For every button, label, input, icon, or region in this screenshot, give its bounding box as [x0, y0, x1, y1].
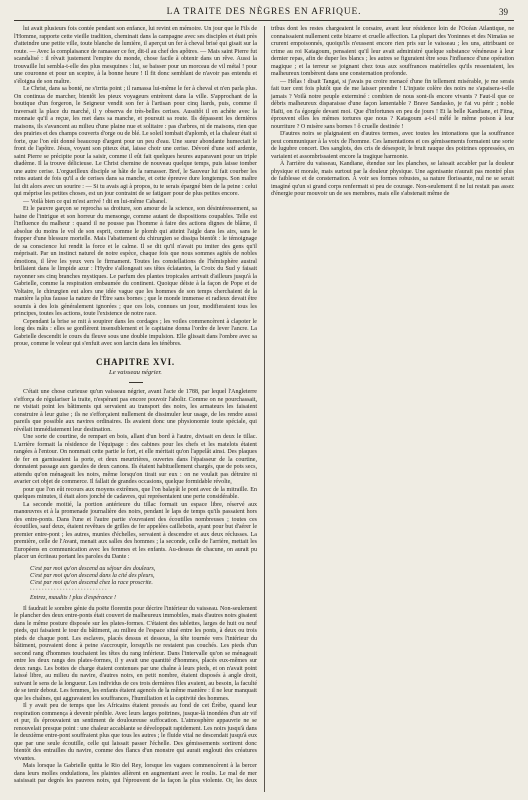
left-paragraph-5: Cependant la brise se mit à soupirer dans les cordages ; les voiles commencèrent à clapoter le long des mâts : elles se gonflèrent insensiblement et le capitaine donna l'ordre de lever l'ancre. La Gabrielle descendit le cours du fleuve sous une double impulsion. Elle glissait dans l'ombre avec sa proue, comme le voleur qui s'enfuit avec son larcin dans les ténèbres. — [14, 318, 257, 347]
right-paragraph-3: Il faudrait le sombre génie du poëte florentin pour décrire l'intérieur du vaisseau. Non-seulement le plancher des deux entre-ponts était couvert de malheureux immobiles, mais d'autres noirs gisaient dans le même posture disposée sur les plates-formes. C'étaient des tablettes, larges de huit ou neuf pieds, qui faisaient le tour du bâtiment, au milieu de l'espace situé entre les ponts, à deux ou trois pieds de chaque pont. Les esclaves, placés dessus et dessous, la tête tournée vers l'intérieur du bâtiment, pouvaient donc à peine s'accroupir, lorsqu'ils ne restaient pas couchés. Les pieds d'un second rang d'hommes touchaient les têtes du rang inférieur. Dans l'intervalle qu'on se ménageait entre les deux rangs des plates-formes, il y avait une quantité d'hommes, placés eux-mêmes sur deux rangs. Les bottes de charge étaient contenues par une chaîne à leurs pieds, et on n'avait point laissé libre, au milieu du navire, d'autres noirs, en petit nombre, étaient disposés à angle droit, suivant le sens de la longueur. Les individus de ces trois dernières files avaient, au besoin, la faculté de se tenir debout. Les femmes, les enfants étaient agencés de la même manière : il ne leur manquait que les chaînes, qui aggravaient les souffrances, l'humiliation et la captivité des hommes. — [14, 605, 257, 702]
right-paragraph-8: À l'arrière du vaisseau, Kandiane, étendue sur les planches, se laissait accabler par la douleur physique et morale, mais surtout par la douleur physique. Une agonisante n'aurait pas montré plus de faiblesse et de consternation. À voir ses formes robustes, sa nature florissante, nul ne se serait imaginé qu'un si grand corps renfermait si peu de courage. Non-seulement il ne lui restait pas assez d'énergie pour mouvoir un de ses membres, mais elle s'abstenait même de — [271, 161, 514, 197]
left-paragraph-7: Une sorte de courtine, de rempart en bois, allant d'un bord à l'autre, divisait en deux le tillac. L'arrière formait la résidence de l'équipage : des cabines pour les chefs et les matelots étaient rangées à l'entour. On nommait cette partie le fort, et elle méritait qu'on l'appelât ainsi. Des plaques de fer en garnissaient la porte, et deux meurtrières, ouvertes dans l'épaisseur de la courtine, donnaient passage aux gueules de deux canons. Ils étaient habituellement chargés, que de pots secs, attendu qu'on ménageait les noirs, même lorsqu'on tirait sur eux : on ne voulait pas détruire ni avarier cet objet de commerce. Il fallait de grandes occasions, quelque formidable révolte, — [14, 434, 257, 485]
running-title: LA TRAITE DES NÈGRES EN AFRIQUE. — [166, 7, 362, 17]
chapter-divider — [129, 382, 143, 383]
right-paragraph-1: pour que l'on eût recours aux moyens extrêmes, que l'on balayât le pont avec de la mitraille. En quelques minutes, il était alors jonché de cadavres, qui représentaient une perte considérable. — [14, 486, 257, 500]
verse-ellipsis: · · · · · · · · · · · · · · · · · · · · · · · · · · — [30, 587, 107, 594]
verse-line: Entrez, maudits ! plus d'espérance ! — [30, 594, 117, 601]
verse-line: C'est par moi qu'on descend dans la cité des pleurs, — [30, 572, 155, 579]
running-header — [14, 4, 514, 21]
right-paragraph-2: La seconde moitié, la portion antérieure du tillac formait un espace libre, réservé aux manœuvres et à la promenade journalière des noirs, pendant le laps de temps qu'ils passaient hors des entre-ponts. Dans l'une et l'autre partie s'ouvraient des écoutilles nombreuses ; toutes ces écoutilles, sauf deux, étaient revêtues de grilles de fer appelées caillebotis, ayant pour but d'aérer le premier entre-pont ; les autres, munies d'échelles, servaient à descendre et aux deux réclusses. La première, celle de l'Avant, menait aux salles des hommes ; la seconde, celle de l'arrière, mettait les Européens en communication avec les femmes et les enfants. Au-dessus de chacune, on aurait pu placer un écriteau portant les paroles du Dante : — [14, 501, 257, 560]
right-paragraph-4: Il y avait peu de temps que les Africains étaient pressés au fond de cet Érèbe, quand leur respiration commença à devenir pénible. Avec leurs larges poitrines, jusque-là inondées d'un air vif et pur, ils éprouvaient un sentiment de douloureuse suffocation. L'atmosphère appauvrie ne se renouvelait presque point : une chaleur accablante se développait rapidement. Les noirs jusqu'à dans le deuxième entre-pont souffraient plus que tous les autres ; le fluide vital ne descendait jusqu'à eux que par une seule écoutille, celle qui laissait passer l'échelle. Des gémissements sortirent donc bientôt des entrailles du navire, comme des flancs d'un monstre qui aurait englouti des créatures vivantes. — [14, 703, 257, 762]
verse-line: C'est par moi qu'on descend au séjour des douleurs, — [30, 565, 156, 572]
chapter-subtitle: Le vaisseau négrier. — [109, 368, 162, 376]
left-paragraph-6: C'était une chose curieuse qu'un vaisseau négrier, avant l'acte de 1788, par lequel l'Angleterre s'efforça de régulariser la traite, n'espérant pas encore pouvoir l'abolir. Comme on ne pourchassait, ne visitait point les bâtiments qui servaient au transport des noirs, les armateurs les faisaient construire à leur guise ; ils ne s'efforçaient nullement de dissimuler leur usage, de les rendre aussi pareils que possible aux navires ordinaires. Ils avaient donc une physionomie toute spéciale, qui révélait immédiatement leur destination. — [14, 389, 257, 433]
right-paragraph-5: Mais lorsque la Gabrielle quitta le Rio del Rey, lorsque les vagues commencèrent à la bercer dans leurs molles ondulations, les plaintes allèrent en augmentant avec le roulis. Le mal de mer saisissait par degrés les pauvres noirs, qui l'éprouvent de la façon la plus violente. Or, les deux tribus dont les restes chargeaient le corsaire, avant leur résidence loin de l'Océan Atlantique, ne connaissaient nullement cette bizarre et cruelle affection. La plupart des Yoninnes et des Nimaïas se crurent empoisonnés, quoiqu'ils n'eussent encore rien pris sur le vaisseau ; les uns, attribuant ce crime au roi Katagoum, pensaient qu'il leur avait administré quelque substance vénéneuse à leur dernier repas, afin de duper les blancs ; les autres se figuraient être sous l'influence d'une opération magique ; et la terreur se joignant chez tous aux souffrances matérielles qu'ils ressentaient, les malheureux tombèrent dans une consternation profonde. — [14, 26, 514, 785]
left-paragraph-2: Le Christ, dans sa bonté, ne s'irrita point ; il ramassa lui-même le fer à cheval et n'en parla plus. On continua de marcher, bientôt les pieux voyageurs entrèrent dans la ville. S'approchant de la boutique d'un forgeron, le Seigneur vendit son fer à l'artisan pour cinq liards, puis, comme il traversait la place du marché, il y observa de très-belles cerises. Aussitôt il en achète avec la monnaie qu'il a reçue, les met dans sa manche, et poursuit sa route. Ils dépassent les dernières maisons, ils s'avancent au milieu d'une plaine nue et solitaire : pas d'arbres, ni de maisons, rien que des prairies et des champs couverts d'orge ou de blé. Le soleil tombait d'aplomb, et la chaleur était si forte, que l'on eût donné beaucoup d'argent pour un peu d'eau. Une sueur abondante humectait le front de l'apôtre. Jésus, voyant son piteux état, laisse choir une cerise. Dévoré d'une soif ardente, saint Pierre se précipite pour la saisir, comme il eût fait quelques heures auparavant pour un triple diadème. Il la trouve délicieuse. Le Christ chemine de nouveau quelque temps, puis laisse tomber une autre cerise. L'orgueilleux disciple se hâte de la ramasser. Bref, le Sauveur lui fait courber les reins autant de fois qu'il a de cerises dans sa manche, et cette épreuve dure longtemps. Son maître lui dit alors avec un sourire : — Si tu avais agi à propos, tu te serais épargné bien de la peine : celui qui méprise les petites choses, est un jour contraint de se fatiguer pour de plus petites encore. — [14, 86, 257, 197]
dante-verse — [30, 566, 257, 602]
chapter-title: CHAPITRE XVI. — [96, 356, 175, 367]
left-paragraph-1: lui avait plusieurs fois contée pendant son enfance, lui revint en mémoire. Un jour que le Fils de l'Homme, rapporte cette vieille tradition, cheminait dans la campagne avec ses disciples et était près d'atteindre une petite ville, toute blanche de lumière, il aperçut un fer à cheval brisé qui gisait sur la route. — Avec la complaisance de ramasser ce fer, dit-il au chef des apôtres. — Mais saint Pierre fut scandalisé : il rêvait justement l'empire du monde, chose facile à obtenir dans un rêve. Aussi la trouvaille lui sembla-t-elle des plus mesquines : lui, se baisser pour un morceau de vil métal ! pour une couronne et pour un sceptre, à la bonne heure ! Il fit donc semblant de n'avoir pas entendu et s'éloigna de son maître. — [14, 26, 257, 85]
right-paragraph-6: — Hélas ! disait Tangat, si j'avais pu croire menacé d'une fin tellement misérable, je me serais fait tuer cent fois plutôt que de me laisser prendre ! L'injuste colère des noirs ne s'apaisera-t-elle jamais ? Voilà notre peuple exterminé : combien de nous sont-ils encore vivants ? Faut-il que ce débris malheureux disparaisse d'une façon lamentable ? Brave Sandasko, je t'ai vu périr ; noble Haïti, on t'a égorgée devant moi. Que d'infortunes en peu de jours ! Et la belle Kandiane, et Fitna, éprouvent elles les mêmes tortures que nous ? Katagoum a-t-il mêlé le même poison à leur nourriture ? O misère sans bornes ! ô cruelle destinée ! — [271, 78, 514, 130]
verse-line: C'est par moi qu'on descend chez la race proscrite. — [30, 580, 153, 587]
right-paragraph-7: D'autres noirs se plaignaient en d'autres termes, avec toutes les intonations que la souffrance peut communiquer à la voix de l'homme. Ces lamentations et ces gémissements formaient une sorte de lugubre concert. Des sanglots, des cris de désespoir, le bruit rauque des poitrines oppressées, en variaient et assombrissaient encore la tragique harmonie. — [271, 131, 514, 160]
left-paragraph-3: — Voilà bien ce qui m'est arrivé ! dit en lui-même Cabanel. — [23, 198, 167, 205]
left-paragraph-4: Et le pauvre garçon se reprocha sa droiture, son amour de la science, son désintéressement, sa haine de l'intrigue et son horreur du mensonge, comme autant de dispositions coupables. Telle est l'influence du malheur : quand il ne pousse pas l'homme à faire des actions dignes de blâme, il absolue du moins le vol de son esprit, comme le plomb qui atteint l'aigle dans les airs, sans le frapper d'une blessure mortelle. Mais l'abattement du chirurgien se dissipa bientôt : le témoignage de sa conscience lui rendit la force et le calme. Il se dit qu'il n'avait pu imiter des gens qu'il méprisait. Par un instinct naturel de notre espèce, chaque fois que nous sommes agités de nobles émotions, il lève les yeux vers le firmament. Toutes les constellations de l'hémisphère austral brillaient dans le limpide azur : l'Hydre s'allongeait ses têtes éclatantes, la Croix du Sud y faisait rayonner ses cinq branches mystiques. Le parfum des plantes tropicales arrivait d'ailleurs jusqu'à la Gabrielle, comme la respiration embaumée du continent. Quoique déiste à la façon de Pope et de Voltaire, le chirurgien eut alors une idée vague que les hommes de son temps cherchaient de la manière la plus fausse la nature de l'Être sans bornes ; que le monde immense et radieux devait être soumis à des lois généralement ignorées ; que ces lois, connues un jour, modifieraient tous les principes, toutes les actions, toute l'existence de notre race. — [14, 206, 257, 317]
two-column-body — [14, 26, 514, 792]
page-number: 39 — [499, 7, 508, 17]
